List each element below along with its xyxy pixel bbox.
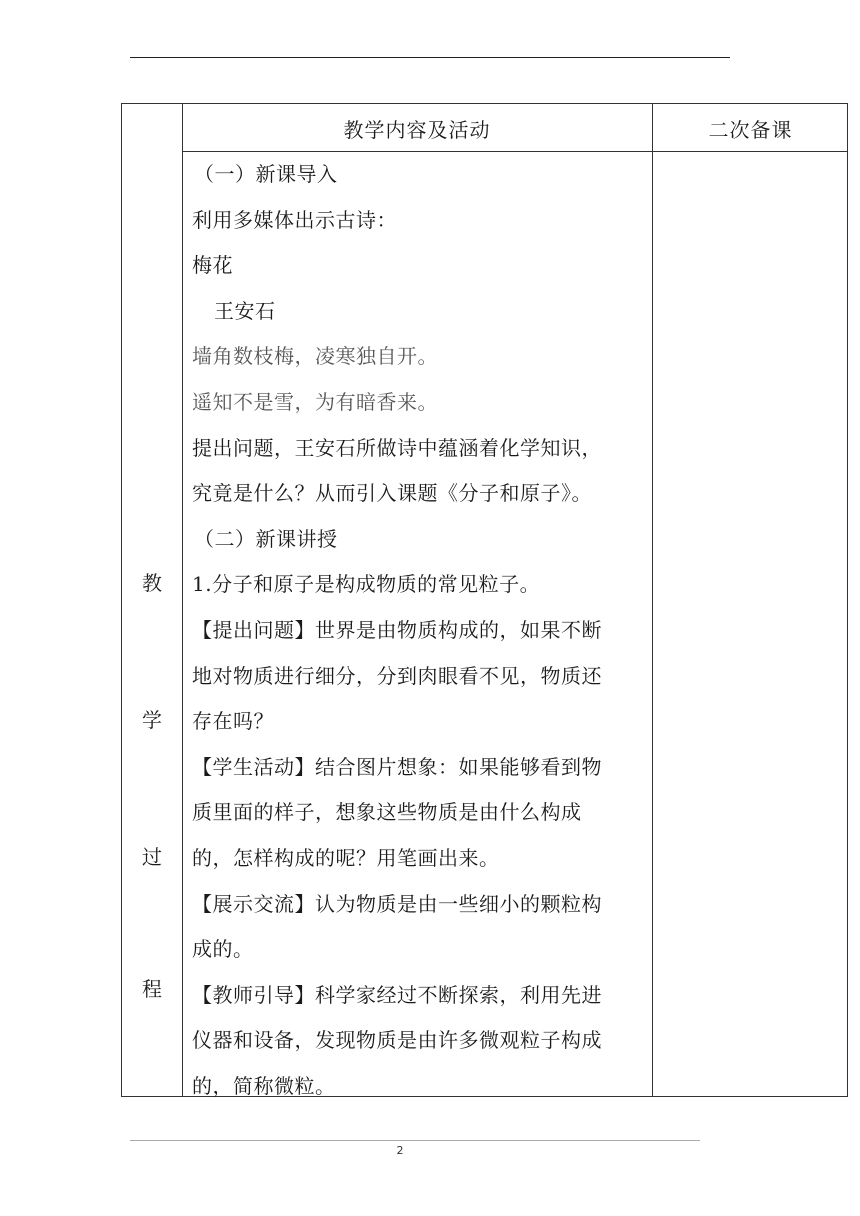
text-line: 地对物质进行细分，分到肉眼看不见，物质还 [192, 663, 602, 688]
text-line: 成的。 [192, 937, 254, 962]
text-line: 质里面的样子，想象这些物质是由什么构成 [192, 800, 582, 825]
poem-author: 王安石 [214, 298, 276, 323]
side-label-char: 学 [142, 708, 162, 732]
header-content-cell [182, 104, 652, 152]
text-line: 的，简称微粒。 [192, 1073, 336, 1098]
text-line: 的，怎样构成的呢？用笔画出来。 [192, 845, 500, 870]
column-divider-right [652, 104, 653, 1096]
section-heading: （一）新课导入 [194, 162, 338, 186]
section-heading: （二）新课讲授 [194, 526, 338, 551]
header-content-label: 教学内容及活动 [343, 117, 491, 142]
side-label-char: 程 [142, 977, 162, 1001]
header-rule [130, 57, 730, 58]
text-line: 【教师引导】科学家经过不断探索，利用先进 [192, 982, 602, 1007]
text-line: 【学生活动】结合图片想象：如果能够看到物 [192, 754, 602, 779]
poem-title: 梅花 [192, 253, 233, 278]
lesson-content [192, 152, 652, 1109]
text-line: 存在吗？ [192, 709, 274, 734]
side-label-char: 过 [142, 845, 162, 869]
text-line: 1.分子和原子是构成物质的常见粒子。 [192, 572, 541, 597]
text-line: 究竟是什么？从而引入课题《分子和原子》。 [192, 481, 592, 506]
text-line: 【展示交流】认为物质是由一些细小的颗粒构 [192, 891, 602, 916]
footer-rule [130, 1140, 700, 1141]
text-line: 提出问题，王安石所做诗中蕴涵着化学知识， [192, 435, 602, 460]
poem-line: 墙角数枝梅，凌寒独自开。 [192, 344, 438, 369]
text-line: 利用多媒体出示古诗： [192, 207, 397, 232]
lesson-table [121, 103, 848, 1097]
column-divider-left [182, 104, 183, 1096]
side-label-char: 教 [142, 571, 162, 595]
poem-line: 遥知不是雪，为有暗香来。 [192, 389, 438, 414]
header-notes-cell [652, 104, 849, 152]
header-notes-label: 二次备课 [708, 117, 793, 142]
text-line: 仪器和设备，发现物质是由许多微观粒子构成 [192, 1028, 602, 1053]
page-number: 2 [396, 1144, 404, 1157]
text-line: 【提出问题】世界是由物质构成的，如果不断 [192, 617, 602, 642]
